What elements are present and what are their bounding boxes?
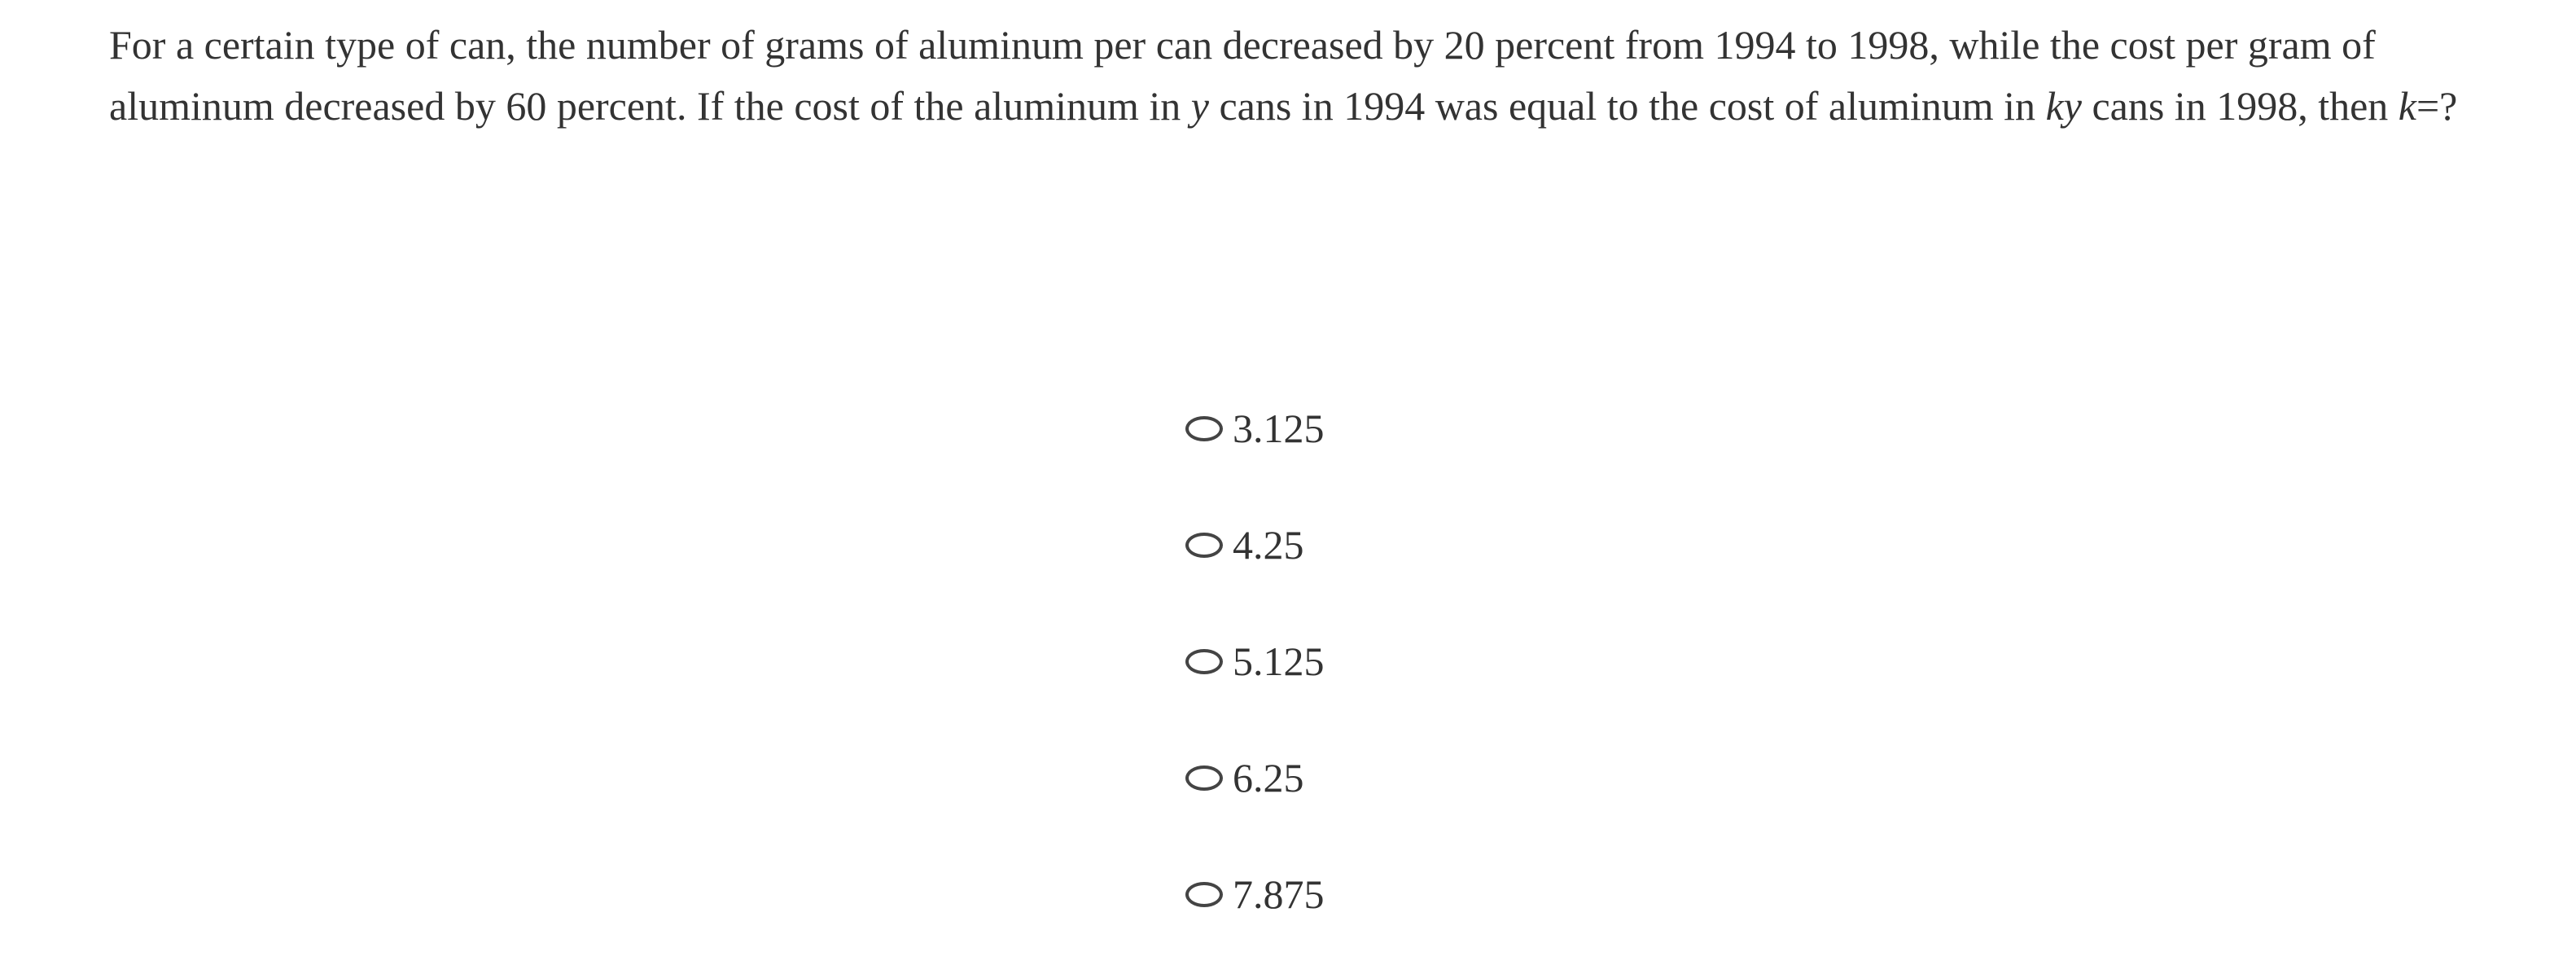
question-part-1: For a certain type of can, the number of grams of aluminum per can decreased by 20 percent from 1994 to 1998, while the cost per gram of aluminum decreased by 60 percent. If the cost of the aluminum in <box>109 22 2376 129</box>
question-text <box>109 15 2470 137</box>
radio-button-icon[interactable] <box>1185 649 1223 674</box>
question-part-4: =? <box>2416 83 2458 129</box>
answer-choice-label[interactable]: 5.125 <box>1233 638 1325 684</box>
radio-button-icon[interactable] <box>1185 882 1223 907</box>
answer-choice-label[interactable]: 3.125 <box>1233 406 1325 451</box>
variable-y: y <box>1190 83 1209 129</box>
question-part-3: cans in 1998, then <box>2081 83 2399 129</box>
answer-choice-4[interactable] <box>1185 748 1325 807</box>
radio-button-icon[interactable] <box>1185 765 1223 791</box>
radio-button-icon[interactable] <box>1185 533 1223 558</box>
answer-choice-label[interactable]: 6.25 <box>1233 755 1304 801</box>
answer-choice-label[interactable]: 4.25 <box>1233 522 1304 568</box>
answer-choice-1[interactable] <box>1185 399 1325 458</box>
answer-choice-2[interactable] <box>1185 515 1325 574</box>
variable-k: k <box>2398 83 2416 129</box>
answer-choice-5[interactable] <box>1185 865 1325 923</box>
radio-button-icon[interactable] <box>1185 416 1223 441</box>
variable-ky: ky <box>2045 83 2082 129</box>
answer-choices <box>1185 399 1325 923</box>
answer-choice-3[interactable] <box>1185 632 1325 691</box>
answer-choice-label[interactable]: 7.875 <box>1233 871 1325 917</box>
question-part-2: cans in 1994 was equal to the cost of aluminum in <box>1208 83 2046 129</box>
